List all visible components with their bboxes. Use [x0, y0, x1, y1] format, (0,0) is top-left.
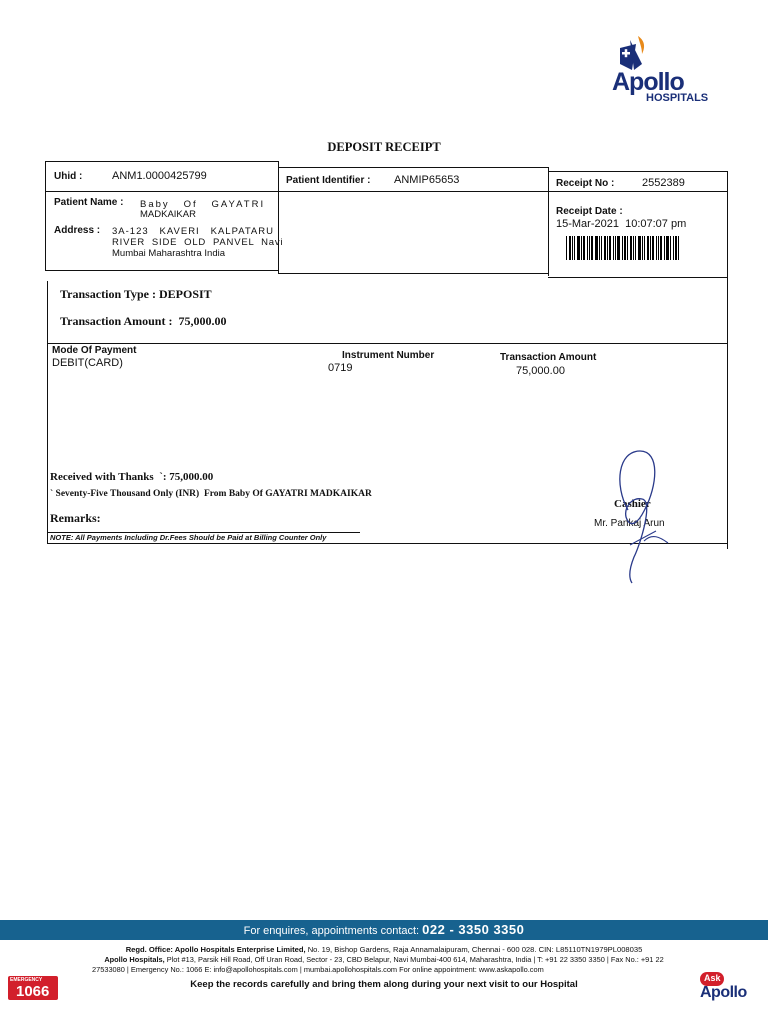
section-left-border — [47, 281, 48, 544]
receipt-box-right — [727, 171, 728, 549]
row-divider-1 — [45, 191, 728, 192]
note-text: NOTE: All Payments Including Dr.Fees Should be Paid at Billing Counter Only — [50, 533, 327, 542]
col-header-mode: Mode Of Payment — [52, 345, 137, 356]
barcode-bar — [587, 236, 588, 260]
barcode-bar — [624, 236, 626, 260]
ask-text: Ask — [704, 973, 721, 983]
barcode-bar — [673, 236, 674, 260]
barcode-bar — [601, 236, 602, 260]
receipt-box-left — [45, 161, 46, 271]
barcode-bar — [577, 236, 580, 260]
address-line2: RIVER SIDE OLD PANVEL Navi — [112, 237, 284, 248]
barcode-bar — [595, 236, 598, 260]
footer-line2-bold: Apollo Hospitals, — [104, 955, 165, 964]
receipt-box-top-left — [45, 161, 279, 162]
address-line1: 3A-123 KAVERI KALPATARU — [112, 226, 274, 237]
section-divider — [47, 343, 727, 344]
receipt-no-label: Receipt No : — [556, 178, 615, 189]
barcode-bar — [678, 236, 679, 260]
receipt-date-label: Receipt Date : — [556, 206, 623, 217]
footer-hospital-address — [10, 955, 758, 964]
barcode-bar — [569, 236, 571, 260]
barcode-bar — [599, 236, 600, 260]
footer-contact-phone[interactable]: 022 - 3350 3350 — [422, 922, 525, 937]
barcode-bar — [607, 236, 608, 260]
row-mode: DEBIT(CARD) — [52, 357, 123, 369]
receipt-box-top-right — [548, 171, 728, 172]
signature — [600, 445, 680, 585]
barcode-bar — [630, 236, 632, 260]
barcode-bar — [647, 236, 649, 260]
footer-keep-records: Keep the records carefully and bring them along during your next visit to our Hospital — [190, 979, 578, 990]
transaction-type: Transaction Type : DEPOSIT — [60, 287, 212, 301]
barcode-bar — [622, 236, 623, 260]
row-divider-2 — [45, 270, 279, 271]
barcode-bar — [670, 236, 671, 260]
barcode-bar — [615, 236, 616, 260]
barcode-bar — [566, 236, 567, 260]
barcode-bar — [642, 236, 643, 260]
uhid-value: ANM1.0000425799 — [112, 170, 207, 182]
ask-apollo-logo — [690, 970, 760, 1010]
row-instrument: 0719 — [328, 362, 353, 374]
col-divider-1 — [278, 161, 279, 273]
patient-identifier-value: ANMIP65653 — [394, 174, 460, 186]
footer-contact — [0, 922, 768, 937]
barcode-bar — [604, 236, 606, 260]
barcode-bar — [581, 236, 582, 260]
barcode-bar — [572, 236, 573, 260]
emergency-label: EMERGENCY — [10, 977, 43, 983]
col-divider-2 — [548, 167, 549, 276]
barcode-bar — [664, 236, 665, 260]
receipt-date-value: 15-Mar-2021 10:07:07 pm — [556, 218, 687, 230]
barcode-bar — [617, 236, 620, 260]
patient-identifier-label: Patient Identifier : — [286, 175, 371, 186]
patient-name-label: Patient Name : — [54, 197, 124, 208]
barcode-bar — [660, 236, 662, 260]
ask-apollo-word: Apollo — [700, 984, 747, 1001]
col-header-instrument: Instrument Number — [342, 350, 435, 361]
barcode-bar — [591, 236, 593, 260]
emergency-number[interactable]: 1066 — [16, 983, 50, 1000]
barcode-bar — [589, 236, 590, 260]
receipt-no-value: 2552389 — [642, 177, 685, 189]
barcode-bar — [574, 236, 575, 260]
page-title: DEPOSIT RECEIPT — [327, 140, 441, 154]
footer-regd-office — [0, 945, 768, 954]
transaction-amount-line: Transaction Amount : 75,000.00 — [60, 314, 227, 328]
address-label: Address : — [54, 225, 101, 236]
barcode-bar — [658, 236, 659, 260]
amount-in-words: ` Seventy-Five Thousand Only (INR) From Baby Of GAYATRI MADKAIKAR — [50, 489, 372, 499]
remarks-label: Remarks: — [50, 511, 101, 525]
barcode-bar — [656, 236, 657, 260]
row-divider-3 — [278, 273, 548, 274]
barcode-bar — [652, 236, 654, 260]
logo-subtitle: HOSPITALS — [646, 92, 709, 104]
barcode-bar — [609, 236, 611, 260]
col-header-amount: Transaction Amount — [500, 352, 597, 363]
receipt-barcode — [566, 236, 706, 260]
footer-contact-details: 27533080 | Emergency No.: 1066 E: info@apollohospitals.com | mumbai.apollohospitals.com For online appointment: www.askapollo.com — [92, 965, 544, 974]
barcode-bar — [627, 236, 628, 260]
barcode-bar — [675, 236, 677, 260]
barcode-bar — [633, 236, 634, 260]
received-with-thanks: Received with Thanks `: 75,000.00 — [50, 471, 214, 483]
row-divider-4 — [548, 277, 728, 278]
barcode-bar — [644, 236, 645, 260]
uhid-label: Uhid : — [54, 171, 83, 182]
footer-line2: Plot #13, Parsik Hill Road, Off Uran Road, Sector - 23, CBD Belapur, Navi Mumbai-400 614, Maharashtra, India | T: +91 22 3350 3350 | Fax No.: +91 22 — [164, 955, 664, 964]
footer-contact-label: For enquires, appointments contact: — [243, 925, 420, 937]
barcode-bar — [583, 236, 585, 260]
receipt-box-top-mid — [278, 167, 548, 168]
address-line3: Mumbai Maharashtra India — [112, 248, 225, 259]
barcode-bar — [613, 236, 614, 260]
footer-line1: No. 19, Bishop Gardens, Raja Annamalaipuram, Chennai - 600 028. CIN: L85110TN1979PL008035 — [305, 945, 643, 954]
barcode-bar — [666, 236, 669, 260]
cashier-label: Cashier — [614, 498, 651, 510]
barcode-bar — [635, 236, 636, 260]
logo-wordmark: Apollo — [612, 68, 684, 96]
row-amount: 75,000.00 — [516, 365, 565, 377]
patient-name-line1: Baby Of GAYATRI — [140, 199, 266, 210]
footer-line1-bold: Regd. Office: Apollo Hospitals Enterprise Limited, — [125, 945, 306, 954]
barcode-bar — [650, 236, 651, 260]
patient-name-line2: MADKAIKAR — [140, 209, 196, 220]
cashier-name: Mr. Pankaj Arun — [594, 518, 665, 529]
barcode-bar — [638, 236, 641, 260]
